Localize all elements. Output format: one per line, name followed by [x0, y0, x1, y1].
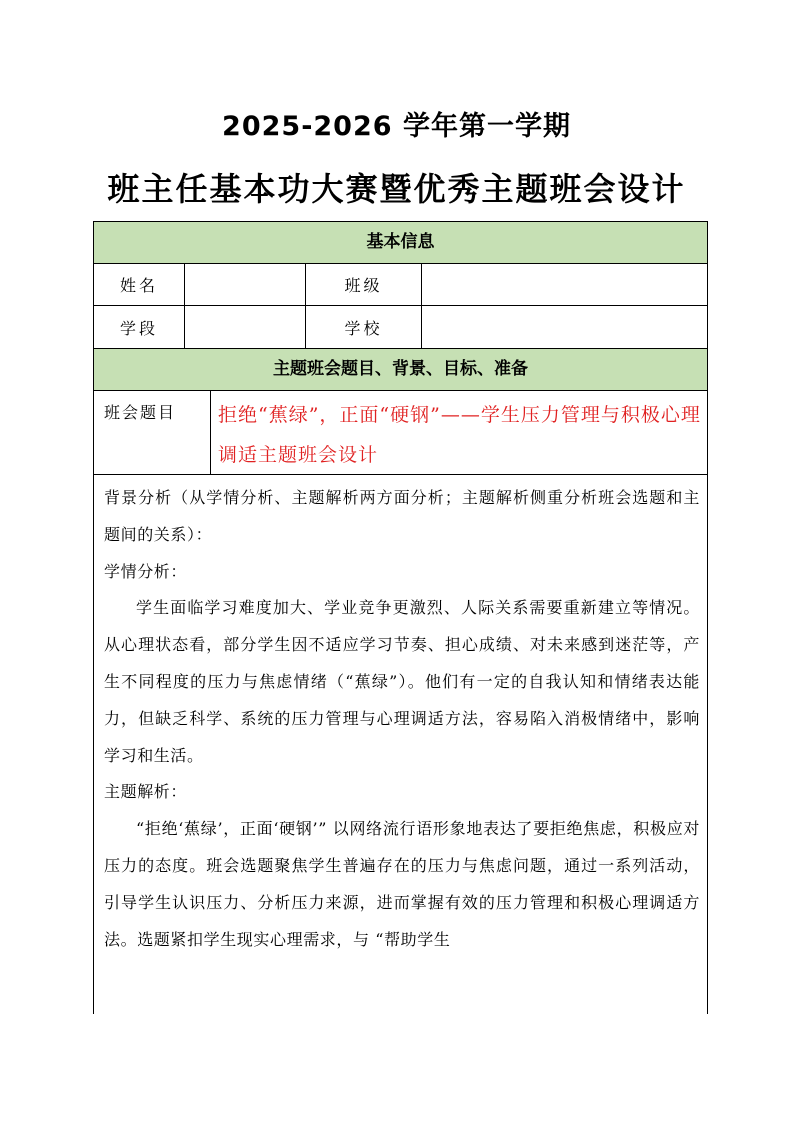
student-analysis-text: 学生面临学习难度加大、学业竞争更激烈、人际关系需要重新建立等情况。从心理状态看，部分学生因不适应学习节奏、担心成绩、对未来感到迷茫等，产生不同程度的压力与焦虑情绪（“蕉绿”）。他们有一定的自我认知和情绪表达能力，但缺乏科学、系统的压力管理与心理调适方法，容易陷入消极情绪中，影响学习和生活。: [104, 598, 700, 765]
row-topic: [94, 391, 707, 475]
document-title-year: 2025-2026 学年第一学期: [222, 111, 571, 142]
student-analysis-heading: 学情分析：: [104, 561, 188, 581]
school-label: 学校: [344, 318, 383, 338]
theme-analysis-heading: 主题解析：: [104, 782, 188, 802]
background-analysis: [104, 480, 700, 958]
topic-section-header-label: 主题班会题目、背景、目标、准备: [273, 359, 528, 379]
basic-info-header: [94, 222, 707, 264]
class-value[interactable]: [422, 264, 707, 305]
school-value[interactable]: [422, 306, 707, 348]
topic-section-header: [94, 349, 707, 391]
row-name-class: [94, 264, 707, 306]
stage-value[interactable]: [185, 306, 305, 348]
topic-label: 班会题目: [104, 403, 177, 422]
design-form-table: [93, 221, 708, 1014]
row-stage-school: [94, 306, 707, 349]
basic-info-header-label: 基本信息: [366, 232, 435, 252]
name-value[interactable]: [185, 264, 305, 305]
class-label: 班级: [344, 276, 383, 295]
name-label: 姓名: [119, 276, 158, 295]
document-title-main: 班主任基本功大赛暨优秀主题班会设计: [107, 170, 686, 208]
background-intro: 背景分析（从学情分析、主题解析两方面分析；主题解析侧重分析班会选题和主题间的关系）：: [104, 488, 700, 544]
theme-analysis-text: “拒绝‘蕉绿’，正面‘硬钢’” 以网络流行语形象地表达了要拒绝焦虑，积极应对压力的态度。班会选题聚焦学生普遍存在的压力与焦虑问题，通过一系列活动，引导学生认识压力、分析压力来源，进而掌握有效的压力管理和积极心理调适方法。选题紧扣学生现实心理需求，与 “帮助学生: [104, 819, 700, 949]
topic-title-value: 拒绝“蕉绿”，正面“硬钢”——学生压力管理与积极心理调适主题班会设计: [218, 404, 701, 466]
stage-label: 学段: [119, 318, 158, 338]
